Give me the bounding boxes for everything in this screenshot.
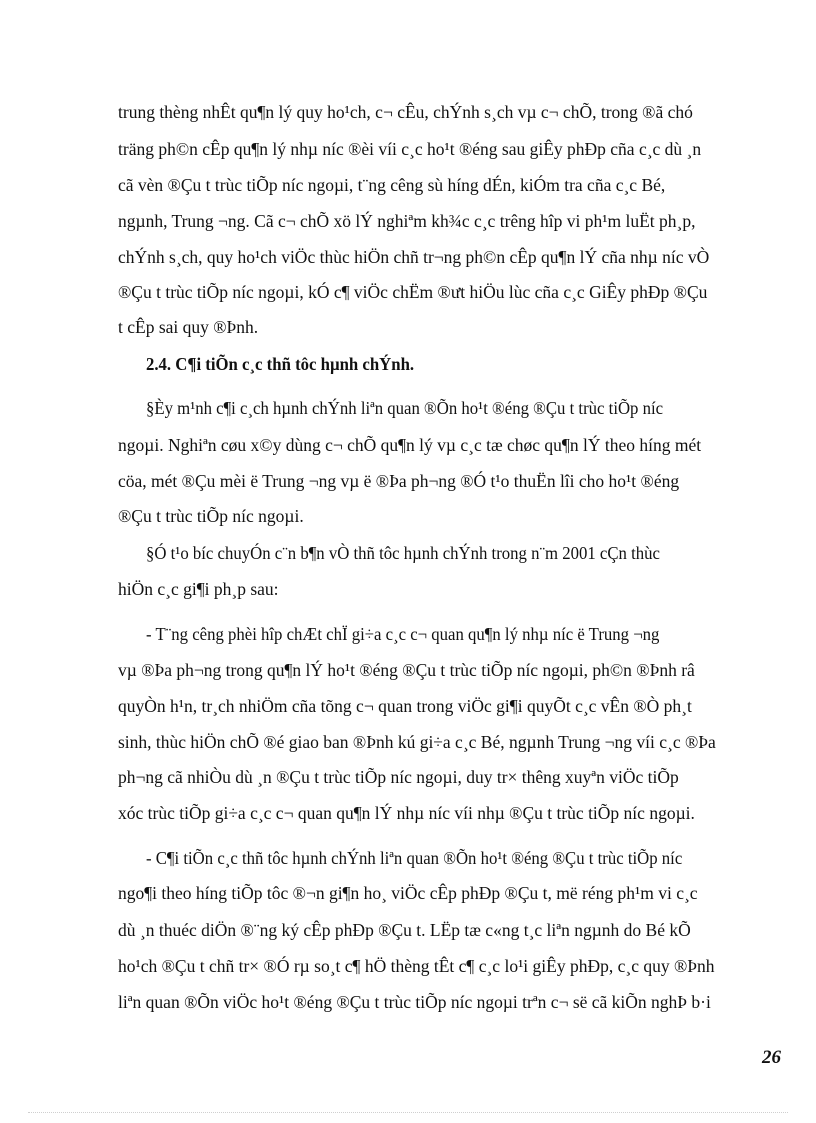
text-line: ho¹ch ®Çu t chñ tr× ®Ó rµ so¸t c¶ hÖ thèng tÊt c¶ c¸c lo¹i giÊy phÐp, c¸c quy ®Þnh xyxy=(118,956,715,976)
text-line: träng ph©n cÊp qu¶n lý nhµ níc ®èi víi c¸c ho¹t ®éng sau giÊy phÐp cña c¸c dù ¸n xyxy=(118,139,702,159)
text-line: xóc trùc tiÕp gi÷a c¸c c¬ quan qu¶n lÝ nhµ níc víi nhµ ®Çu t trùc tiÕp níc ngoµi. xyxy=(118,803,695,823)
text-line: ngµnh, Trung ¬ng. Cã c¬ chÕ xö lÝ nghiªm kh¾c c¸c trêng hîp vi ph¹m luËt ph¸p, xyxy=(118,211,696,231)
page-number: 26 xyxy=(762,1047,781,1068)
text-line: vµ ®Þa ph¬ng trong qu¶n lÝ ho¹t ®éng ®Çu t trùc tiÕp níc ngoµi, ph©n ®Þnh râ xyxy=(118,660,695,680)
text-line: dù ¸n thuéc diÖn ®¨ng ký cÊp phÐp ®Çu t. LËp tæ c«ng t¸c liªn ngµnh do Bé kÕ xyxy=(118,920,691,940)
text-line: §Èy m¹nh c¶i c¸ch hµnh chÝnh liªn quan ®Õn ho¹t ®éng ®Çu t trùc tiÕp níc xyxy=(146,398,664,418)
text-line: ngoµi. Nghiªn cøu x©y dùng c¬ chÕ qu¶n lý vµ c¸c tæ chøc qu¶n lÝ theo híng mét xyxy=(118,435,702,455)
text-line: hiÖn c¸c gi¶i ph¸p sau: xyxy=(118,579,279,599)
text-line: ngo¶i theo híng tiÕp tôc ®¬n gi¶n ho¸ viÖc cÊp phÐp ®Çu t, më réng ph¹m vi c¸c xyxy=(118,883,698,903)
footer-divider xyxy=(28,1112,788,1113)
text-line: §Ó t¹o bíc chuyÓn c¨n b¶n vÒ thñ tôc hµnh chÝnh trong n¨m 2001 cÇn thùc xyxy=(146,543,660,563)
text-line: quyÒn h¹n, tr¸ch nhiÖm cña tõng c¬ quan trong viÖc gi¶i quyÕt c¸c vÊn ®Ò ph¸t xyxy=(118,696,692,716)
text-line: cã vèn ®Çu t trùc tiÕp níc ngoµi, t¨ng cêng sù híng dÉn, kiÓm tra cña c¸c Bé, xyxy=(118,175,666,195)
text-line: ®Çu t trùc tiÕp níc ngoµi. xyxy=(118,506,304,526)
text-line: - C¶i tiÕn c¸c thñ tôc hµnh chÝnh liªn quan ®Õn ho¹t ®éng ®Çu t trùc tiÕp níc xyxy=(146,848,683,868)
text-line: ph¬ng cã nhiÒu dù ¸n ®Çu t trùc tiÕp níc ngoµi, duy tr× thêng xuyªn viÖc tiÕp xyxy=(118,767,679,787)
text-line: trung thèng nhÊt qu¶n lý quy ho¹ch, c¬ cÊu, chÝnh s¸ch vµ c¬ chÕ, trong ®ã chó xyxy=(118,102,693,122)
text-line: ®Çu t trùc tiÕp níc ngoµi, kÓ c¶ viÖc chËm ®ưt hiÖu lùc cña c¸c GiÊy phÐp ®Çu xyxy=(118,282,708,302)
text-line: t cÊp sai quy ®Þnh. xyxy=(118,317,259,337)
text-line: sinh, thùc hiÖn chÕ ®é giao ban ®Þnh kú gi÷a c¸c Bé, ngµnh Trung ¬ng víi c¸c ®Þa xyxy=(118,732,716,752)
text-line: chÝnh s¸ch, quy ho¹ch viÖc thùc hiÖn chñ tr¬ng ph©n cÊp qu¶n lÝ cña nhµ níc vÒ xyxy=(118,247,710,267)
text-line: cöa, mét ®Çu mèi ë Trung ¬ng vµ ë ®Þa ph¬ng ®Ó t¹o thuËn lîi cho ho¹t ®éng xyxy=(118,471,680,491)
text-line: - T¨ng cêng phèi hîp chÆt chÏ gi÷a c¸c c¬ quan qu¶n lý nhµ níc ë Trung ¬ng xyxy=(146,624,660,644)
text-line: liªn quan ®Õn viÖc ho¹t ®éng ®Çu t trùc tiÕp níc ngoµi trªn c¬ së cã kiÕn nghÞ b·i xyxy=(118,992,711,1012)
section-heading: 2.4. C¶i tiÕn c¸c thñ tôc hµnh chÝnh. xyxy=(146,354,415,374)
